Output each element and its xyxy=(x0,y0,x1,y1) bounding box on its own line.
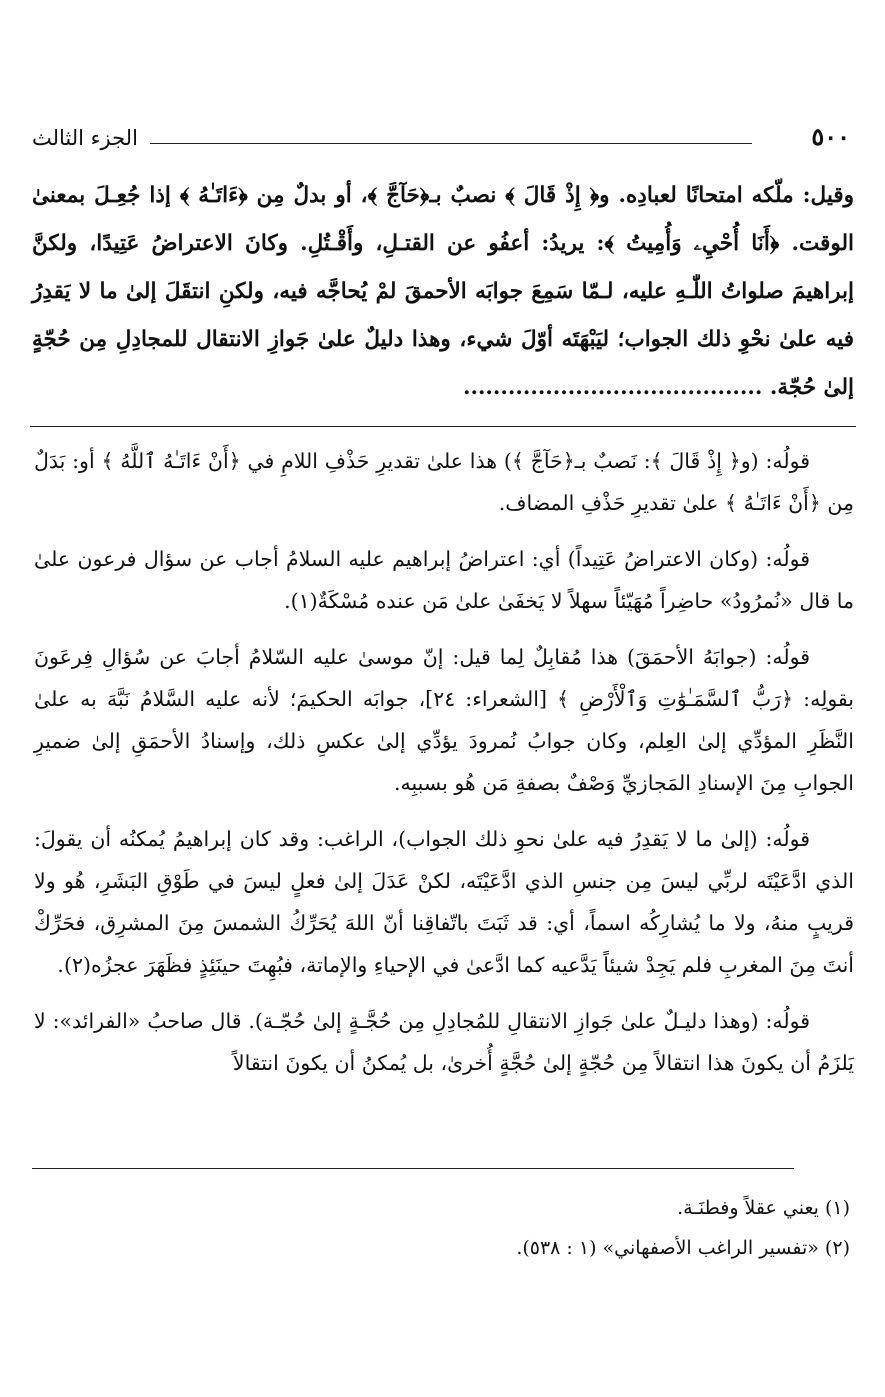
footnote-rule xyxy=(32,1168,794,1169)
commentary-paragraph-3: قولُه: (جوابَهُ الأحمَقَ) هذا مُقابِلٌ لِما قيل: إنّ موسىٰ عليه السّلامُ أجابَ عن سُؤالِ فِرعَونَ بقولِه: ﴿رَبُّ ٱلسَّمَـٰوَٰتِ وَٱلْأَرْضِ ﴾ [الشعراء: ٢٤]، جوابَه الحكيمَ؛ لأنه عليه السَّلامُ نَبَّهَ به علىٰ النَّظَرِ المؤدِّي إلىٰ العِلم، وكان جوابُ نُمرودَ يؤدِّي إلىٰ عكسِ ذلك، وإسنادُ الأحمَقِ إلىٰ ضميرِ الجوابِ مِنَ الإسنادِ المَجازيِّ وَصْفٌ بصفةِ مَن هُو بسببِه. xyxy=(34,645,854,795)
header-rule xyxy=(150,143,752,144)
section-divider xyxy=(30,426,856,427)
commentary-paragraph-2: قولُه: (وكان الاعتراضُ عَتِيداً) أي: اعتراضُ إبراهيم عليه السلامُ أجاب عن سؤال فرعون علىٰ ما قال «نُمرُودُ» حاضِراً مُهَيّئاً سهلاً لا يَخفَىٰ علىٰ مَن عنده مُسْكَةٌ(١). xyxy=(34,547,854,613)
main-text xyxy=(32,172,854,412)
footnotes xyxy=(60,1188,850,1268)
part-title: الجزء الثالث xyxy=(32,126,138,150)
running-header xyxy=(32,122,850,162)
commentary-paragraph-5: قولُه: (وهذا دليـلٌ علىٰ جَوازِ الانتقالِ للمُجادِلِ مِن حُجَّـةٍ إلىٰ حُجّـة). قال صاحبُ «الفرائد»: لا يَلزَمُ أن يكونَ هذا انتقالاً مِن حُجّةٍ إلىٰ حُجَّةٍ أُخرىٰ، بل يُمكنُ أن يكونَ انتقالاً xyxy=(34,1009,854,1075)
leader-dots: ........................................ xyxy=(462,375,763,400)
commentary-paragraph-1: قولُه: (و﴿ إِذْ قَالَ ﴾: نَصبٌ بـ﴿حَآجَّ ﴾) هذا علىٰ تقديرِ حَذْفِ اللامِ في ﴿أَنْ ءَاتَـٰهُ ٱللَّهُ ﴾ أو: بَدَلٌ مِن ﴿أَنْ ءَاتَـٰهُ ﴾ علىٰ تقديرِ حَذْفِ المضاف. xyxy=(34,449,854,515)
commentary-paragraph-4: قولُه: (إلىٰ ما لا يَقدِرُ فيه علىٰ نحوِ ذلك الجواب)، الراغب: وقد كان إبراهيمُ يُمكنُه أن يقولَ: الذي ادَّعَيْتَه لربِّي ليسَ مِن جنسِ الذي ادَّعَيْتَه، لكنْ عَدَلَ إلىٰ فعلٍ ليسَ في طَوْقِ البَشَرِ، هُو ولا قريبٍ منهُ، ولا ما يُشارِكُه اسماً، أي: قد ثَبَتَ باتّفاقِنا أنّ اللهَ يُحَرِّكُ الشمسَ مِنَ المشرِق، فحَرِّكْ أنتَ مِنَ المغربِ فلم يَجِدْ شيئاً يَدَّعيه كما ادَّعىٰ في الإحياءِ والإماتة، فبُهِتَ حينَئِذٍ فظَهَرَ عجزُه(٢). xyxy=(34,827,854,977)
main-text-body: وقيل: ملّكه امتحانًا لعبادِه. و﴿ إِذْ قَالَ ﴾ نصبٌ بـ﴿حَآجَّ ﴾، أو بدلٌ مِن ﴿ءَاتَـٰهُ ﴾ إذا جُعِـلَ بمعنىٰ الوقت. ﴿أَنَا أُحْيِۦ وَأُمِيتُ ﴾: يريدُ: أعفُو عن القتـلِ، وأَقْـتُلِ. وكانَ الاعتراضُ عَتِيدًا، ولكنَّ إبراهيمَ صلواتُ اللّٰـهِ عليه، لـمّا سَمِعَ جوابَه الأحمقَ لمْ يُحاجَّه فيه، ولكنِ انتقَلَ إلىٰ ما لا يَقدِرُ فيه علىٰ نحْوِ ذلك الجواب؛ ليَبْهَتَه أوّلَ شيء، وهذا دليلٌ علىٰ جَوازِ الانتقال للمجادِلِ مِن حُجّةٍ إلىٰ حُجّة. xyxy=(32,183,854,400)
page-number: ٥٠٠ xyxy=(811,122,850,151)
commentary xyxy=(34,440,854,1098)
footnote-2: (٢) «تفسير الراغب الأصفهاني» (١ : ٥٣٨). xyxy=(516,1237,850,1259)
footnote-1: (١) يعني عقلاً وفطنَـة. xyxy=(677,1197,850,1219)
